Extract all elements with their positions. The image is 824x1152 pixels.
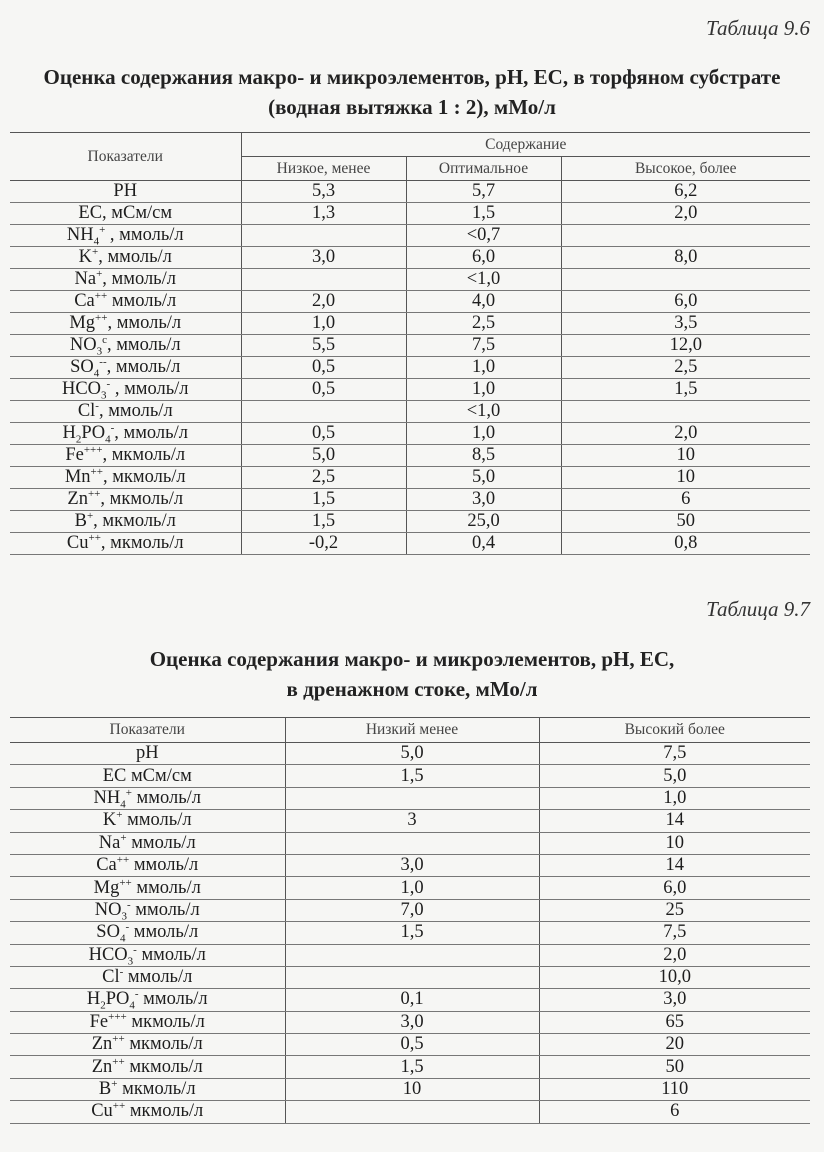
- indicator-cell: [10, 854, 285, 876]
- low-value-cell: -0,2: [241, 533, 406, 555]
- table-row: [10, 854, 810, 876]
- table-9-6-title-line1: Оценка содержания макро- и микроэлементов, pH, ЕС, в торфяном субстрате: [43, 65, 781, 89]
- indicator-sub2: 4: [129, 1000, 135, 1012]
- high-value-cell: 7,5: [539, 922, 810, 944]
- indicator-sup: +: [111, 1078, 118, 1090]
- high-value-cell: 3,0: [539, 989, 810, 1011]
- low-value-cell: [285, 1101, 539, 1123]
- indicator-cell: [10, 966, 285, 988]
- indicator-cell: [10, 313, 241, 335]
- high-value-cell: 6,0: [539, 877, 810, 899]
- table-9-6-title-line2: (водная вытяжка 1 : 2), мМо/л: [268, 95, 556, 119]
- high-value-cell: 110: [539, 1078, 810, 1100]
- indicator-base: Cl: [77, 401, 96, 421]
- low-value-cell: [241, 269, 406, 291]
- table-row: [10, 899, 810, 921]
- indicator-sub: 3: [101, 389, 107, 401]
- indicator-cell: [10, 203, 241, 225]
- low-value-cell: 5,0: [285, 743, 539, 765]
- indicator-rest: , ммоль/л: [106, 335, 181, 355]
- indicator-rest: мкмоль/л: [125, 1101, 204, 1122]
- indicator-base: Mn: [64, 467, 91, 487]
- indicator-cell: [10, 467, 241, 489]
- low-value-cell: 1,5: [241, 511, 406, 533]
- indicator-sup: ++: [94, 290, 108, 302]
- indicator-rest: , ммоль/л: [105, 225, 184, 245]
- low-value-cell: 1,3: [241, 203, 406, 225]
- table-row: [10, 357, 810, 379]
- table-9-6-number: Таблица 9.6: [706, 16, 810, 40]
- table-row: [10, 313, 810, 335]
- high-value-cell: 7,5: [539, 743, 810, 765]
- indicator-base: Na: [98, 832, 121, 853]
- indicator-base: Ca: [74, 291, 95, 311]
- indicator-cell: [10, 1034, 285, 1056]
- table-row: [10, 445, 810, 467]
- indicator-rest2: , ммоль/л: [114, 423, 188, 443]
- indicator-cell: [10, 225, 241, 247]
- indicator-sup: -: [125, 921, 130, 934]
- indicator-base: ЕС мСм/см: [102, 765, 192, 786]
- table-9-7-title: [0, 644, 824, 704]
- low-value-cell: 3: [285, 810, 539, 832]
- table-row: [10, 247, 810, 269]
- indicator-sup: +: [120, 832, 127, 844]
- indicator-base: K: [102, 810, 117, 831]
- low-value-cell: 10: [285, 1078, 539, 1100]
- low-value-cell: 5,5: [241, 335, 406, 357]
- table-row: [10, 401, 810, 423]
- indicator-base: Ca: [96, 855, 117, 876]
- low-value-cell: 1,5: [285, 922, 539, 944]
- indicator-cell: [10, 511, 241, 533]
- indicator-rest2: ммоль/л: [138, 989, 208, 1010]
- high-value-cell: 6,2: [561, 181, 810, 203]
- indicator-sub: 4: [93, 367, 100, 379]
- indicator-sup: ++: [90, 466, 103, 478]
- indicator-cell: [10, 899, 285, 921]
- table-row: [10, 787, 810, 809]
- indicator-base: SO: [70, 357, 94, 377]
- high-value-cell: 2,0: [561, 423, 810, 445]
- high-value-cell: 5,0: [539, 765, 810, 787]
- indicator-rest: ммоль/л: [136, 944, 206, 965]
- indicator-cell: [10, 269, 241, 291]
- table-row: [10, 533, 810, 555]
- indicator-rest: , мкмоль/л: [102, 467, 186, 487]
- indicator-cell: [10, 1056, 285, 1078]
- high-value-cell: [561, 269, 810, 291]
- high-value-cell: 14: [539, 854, 810, 876]
- optimal-value-cell: 8,5: [406, 445, 561, 467]
- indicator-rest: мкмоль/л: [117, 1079, 196, 1100]
- high-value-cell: 3,5: [561, 313, 810, 335]
- indicator-base: Cl: [102, 967, 120, 988]
- high-value-cell: 6,0: [561, 291, 810, 313]
- indicator-rest: PO: [81, 423, 106, 443]
- high-value-cell: 2,0: [561, 203, 810, 225]
- indicator-base: H: [62, 423, 76, 443]
- low-value-cell: [285, 944, 539, 966]
- optimal-value-cell: <0,7: [406, 225, 561, 247]
- optimal-value-cell: 1,0: [406, 379, 561, 401]
- indicator-cell: [10, 832, 285, 854]
- optimal-value-cell: <1,0: [406, 401, 561, 423]
- table-row: [10, 1078, 810, 1100]
- high-value-cell: [561, 225, 810, 247]
- indicator-base: Mg: [69, 313, 96, 333]
- indicator-sup: -: [133, 944, 137, 956]
- indicator-base: SO: [96, 922, 120, 943]
- indicator-cell: [10, 765, 285, 787]
- low-value-cell: 2,0: [241, 291, 406, 313]
- indicator-base: NH: [93, 787, 121, 808]
- table-row: [10, 743, 810, 765]
- indicator-base: Na: [74, 269, 97, 289]
- low-value-cell: 2,5: [241, 467, 406, 489]
- indicator-cell: [10, 247, 241, 269]
- table-row: [10, 379, 810, 401]
- high-value-cell: 25: [539, 899, 810, 921]
- indicator-cell: [10, 989, 285, 1011]
- indicator-sup: ++: [112, 1033, 125, 1046]
- high-value-cell: 10: [561, 445, 810, 467]
- table-row: [10, 810, 810, 832]
- indicator-rest: , ммоль/л: [102, 269, 176, 289]
- low-value-cell: 1,5: [285, 765, 539, 787]
- indicator-sup: с: [102, 334, 107, 346]
- indicator-sub: 3: [121, 910, 127, 922]
- indicator-sup: +: [96, 268, 103, 280]
- table-row: [10, 966, 810, 988]
- low-value-cell: 0,5: [241, 357, 406, 379]
- table-9-7-number: Таблица 9.7: [706, 597, 810, 621]
- indicator-cell: [10, 533, 241, 555]
- high-value-cell: 10: [561, 467, 810, 489]
- indicator-base: NO: [94, 899, 122, 920]
- high-value-cell: 6: [539, 1101, 810, 1123]
- indicator-sup2: -: [110, 422, 115, 434]
- indicator-sub: 4: [120, 798, 126, 810]
- optimal-value-cell: 1,5: [406, 203, 561, 225]
- indicator-sup2: -: [134, 988, 139, 1001]
- table-row: [10, 877, 810, 899]
- high-value-cell: [561, 401, 810, 423]
- optimal-value-cell: 3,0: [406, 489, 561, 511]
- indicator-sub: 3: [127, 955, 134, 967]
- indicator-cell: [10, 877, 285, 899]
- table-row: [10, 765, 810, 787]
- high-value-cell: 14: [539, 810, 810, 832]
- table-row: [10, 203, 810, 225]
- indicator-rest: , мкмоль/л: [102, 445, 186, 465]
- low-value-cell: 1,0: [241, 313, 406, 335]
- indicator-rest: ммоль/л: [131, 877, 201, 898]
- high-value-cell: 50: [539, 1056, 810, 1078]
- indicator-sup: ++: [88, 532, 101, 544]
- indicator-rest: , мкмоль/л: [100, 489, 184, 509]
- low-value-cell: 7,0: [285, 899, 539, 921]
- indicator-sup: -: [126, 899, 131, 911]
- optimal-value-cell: 4,0: [406, 291, 561, 313]
- high-value-cell: 1,0: [539, 787, 810, 809]
- low-value-cell: 1,0: [285, 877, 539, 899]
- low-value-cell: 1,5: [241, 489, 406, 511]
- high-value-cell: 6: [561, 489, 810, 511]
- indicator-base: NO: [69, 335, 97, 355]
- indicator-rest: , ммоль/л: [106, 357, 181, 377]
- high-value-cell: 20: [539, 1034, 810, 1056]
- high-value-cell: 0,8: [561, 533, 810, 555]
- indicator-sup: ++: [116, 854, 130, 866]
- high-value-cell: 2,5: [561, 357, 810, 379]
- indicator-cell: [10, 445, 241, 467]
- table-row: [10, 181, 810, 203]
- header-content: Содержание: [241, 133, 810, 157]
- header-high-2: Высокий более: [539, 718, 810, 743]
- low-value-cell: [241, 225, 406, 247]
- table-row: [10, 1011, 810, 1033]
- indicator-rest: , ммоль/л: [110, 379, 189, 399]
- low-value-cell: 0,5: [241, 379, 406, 401]
- indicator-rest: PO: [105, 989, 130, 1010]
- low-value-cell: 0,1: [285, 989, 539, 1011]
- indicator-cell: [10, 1011, 285, 1033]
- indicator-base: H: [86, 989, 101, 1010]
- indicator-sub: 4: [93, 235, 100, 247]
- low-value-cell: 0,5: [241, 423, 406, 445]
- table-row: [10, 335, 810, 357]
- table-row: [10, 489, 810, 511]
- indicator-rest: ммоль/л: [107, 291, 177, 311]
- indicator-rest: ммоль/л: [131, 787, 202, 808]
- low-value-cell: [285, 787, 539, 809]
- table-9-6-title: [0, 62, 824, 122]
- header-low: Низкое, менее: [241, 157, 406, 181]
- indicator-rest: мкмоль/л: [124, 1034, 203, 1055]
- table-row: [10, 269, 810, 291]
- optimal-value-cell: 25,0: [406, 511, 561, 533]
- indicator-sub: 3: [96, 345, 103, 357]
- table-row: [10, 832, 810, 854]
- indicator-cell: [10, 357, 241, 379]
- indicator-sup: -: [106, 378, 111, 390]
- high-value-cell: 65: [539, 1011, 810, 1033]
- high-value-cell: 50: [561, 511, 810, 533]
- indicator-base: Zn: [67, 489, 88, 509]
- optimal-value-cell: 5,7: [406, 181, 561, 203]
- indicator-sup: +++: [83, 444, 103, 456]
- indicator-base: PH: [113, 181, 138, 201]
- table-row: [10, 225, 810, 247]
- indicator-base: Mg: [93, 877, 120, 898]
- indicator-rest: , мкмоль/л: [93, 511, 176, 531]
- low-value-cell: [285, 966, 539, 988]
- indicator-sup: ++: [112, 1100, 126, 1113]
- indicator-cell: [10, 1078, 285, 1100]
- indicator-sup: +: [125, 787, 132, 799]
- indicator-base: Fe: [89, 1011, 109, 1032]
- low-value-cell: 5,0: [241, 445, 406, 467]
- header-high: Высокое, более: [561, 157, 810, 181]
- table-9-7-title-line2: в дренажном стоке, мМо/л: [286, 677, 538, 701]
- low-value-cell: 0,5: [285, 1034, 539, 1056]
- indicator-cell: [10, 743, 285, 765]
- table-row: [10, 511, 810, 533]
- indicator-rest: , ммоль/л: [107, 313, 182, 333]
- indicator-cell: [10, 944, 285, 966]
- indicator-base: K: [78, 247, 92, 267]
- header-low-2: Низкий менее: [285, 718, 539, 743]
- indicator-cell: [10, 379, 241, 401]
- indicator-sub: 2: [75, 433, 82, 445]
- indicator-sup: +: [116, 809, 123, 822]
- indicator-sup: -: [119, 966, 124, 978]
- high-value-cell: 10,0: [539, 966, 810, 988]
- indicator-base: Cu: [91, 1101, 113, 1122]
- high-value-cell: 10: [539, 832, 810, 854]
- table-row: [10, 1056, 810, 1078]
- indicator-sup: +: [86, 510, 94, 522]
- indicator-rest: ммоль/л: [126, 832, 196, 853]
- header-optimal: Оптимальное: [406, 157, 561, 181]
- table-9-7: [10, 717, 810, 1124]
- low-value-cell: 3,0: [285, 1011, 539, 1033]
- optimal-value-cell: 0,4: [406, 533, 561, 555]
- table-row: [10, 1101, 810, 1123]
- indicator-sub: 2: [100, 1000, 106, 1012]
- indicator-sup: --: [99, 356, 107, 368]
- low-value-cell: 1,5: [285, 1056, 539, 1078]
- indicator-base: B: [98, 1079, 112, 1100]
- indicator-rest: ммоль/л: [129, 855, 199, 876]
- indicator-rest: мкмоль/л: [126, 1011, 205, 1032]
- table-row: [10, 989, 810, 1011]
- indicator-cell: [10, 181, 241, 203]
- low-value-cell: 5,3: [241, 181, 406, 203]
- indicator-base: B: [74, 511, 87, 531]
- table-row: [10, 291, 810, 313]
- optimal-value-cell: 2,5: [406, 313, 561, 335]
- indicator-base: Fe: [65, 445, 84, 465]
- indicator-rest: ммоль/л: [129, 922, 199, 943]
- indicator-base: Zn: [91, 1034, 113, 1055]
- indicator-rest: ммоль/л: [130, 899, 200, 920]
- indicator-sub2: 4: [105, 433, 111, 445]
- indicator-sup: ++: [87, 488, 101, 500]
- indicator-cell: [10, 922, 285, 944]
- table-row: [10, 922, 810, 944]
- indicator-sup: +: [99, 224, 106, 236]
- table-9-7-title-line1: Оценка содержания макро- и микроэлементов, pH, ЕС,: [149, 647, 675, 671]
- indicator-base: pH: [135, 743, 159, 764]
- indicator-cell: [10, 810, 285, 832]
- indicator-sup: ++: [119, 876, 132, 889]
- high-value-cell: 1,5: [561, 379, 810, 401]
- indicator-sup: -: [95, 400, 99, 412]
- low-value-cell: 3,0: [285, 854, 539, 876]
- indicator-rest: мкмоль/л: [124, 1056, 203, 1077]
- indicator-base: HCO: [88, 944, 128, 965]
- optimal-value-cell: 6,0: [406, 247, 561, 269]
- indicator-base: Cu: [66, 533, 89, 553]
- indicator-cell: [10, 401, 241, 423]
- optimal-value-cell: 1,0: [406, 423, 561, 445]
- high-value-cell: 12,0: [561, 335, 810, 357]
- indicator-base: ЕС, мСм/см: [78, 203, 173, 223]
- header-indicators-2: Показатели: [10, 718, 285, 743]
- indicator-sub: 4: [119, 933, 126, 945]
- table-row: [10, 944, 810, 966]
- indicator-base: HCO: [61, 379, 102, 399]
- indicator-base: Zn: [91, 1056, 113, 1077]
- high-value-cell: 8,0: [561, 247, 810, 269]
- low-value-cell: [285, 832, 539, 854]
- optimal-value-cell: 5,0: [406, 467, 561, 489]
- indicator-cell: [10, 335, 241, 357]
- indicator-rest: , ммоль/л: [98, 401, 173, 421]
- indicator-rest: ммоль/л: [122, 810, 192, 831]
- indicator-cell: [10, 1101, 285, 1123]
- indicator-sup: ++: [95, 312, 108, 324]
- indicator-rest: ммоль/л: [123, 967, 193, 988]
- optimal-value-cell: <1,0: [406, 269, 561, 291]
- table-row: [10, 467, 810, 489]
- high-value-cell: 2,0: [539, 944, 810, 966]
- table-row: [10, 1034, 810, 1056]
- low-value-cell: 3,0: [241, 247, 406, 269]
- low-value-cell: [241, 401, 406, 423]
- indicator-cell: [10, 423, 241, 445]
- indicator-cell: [10, 291, 241, 313]
- indicator-cell: [10, 787, 285, 809]
- indicator-base: NH: [66, 225, 94, 245]
- header-indicators: Показатели: [10, 133, 241, 181]
- table-row: [10, 423, 810, 445]
- table-9-6: [10, 132, 810, 555]
- indicator-cell: [10, 489, 241, 511]
- indicator-sup: ++: [112, 1055, 125, 1068]
- indicator-rest: , мкмоль/л: [100, 533, 184, 553]
- indicator-rest: , ммоль/л: [98, 247, 172, 267]
- indicator-sup: +: [91, 246, 99, 258]
- indicator-sup: +++: [108, 1011, 127, 1023]
- optimal-value-cell: 7,5: [406, 335, 561, 357]
- optimal-value-cell: 1,0: [406, 357, 561, 379]
